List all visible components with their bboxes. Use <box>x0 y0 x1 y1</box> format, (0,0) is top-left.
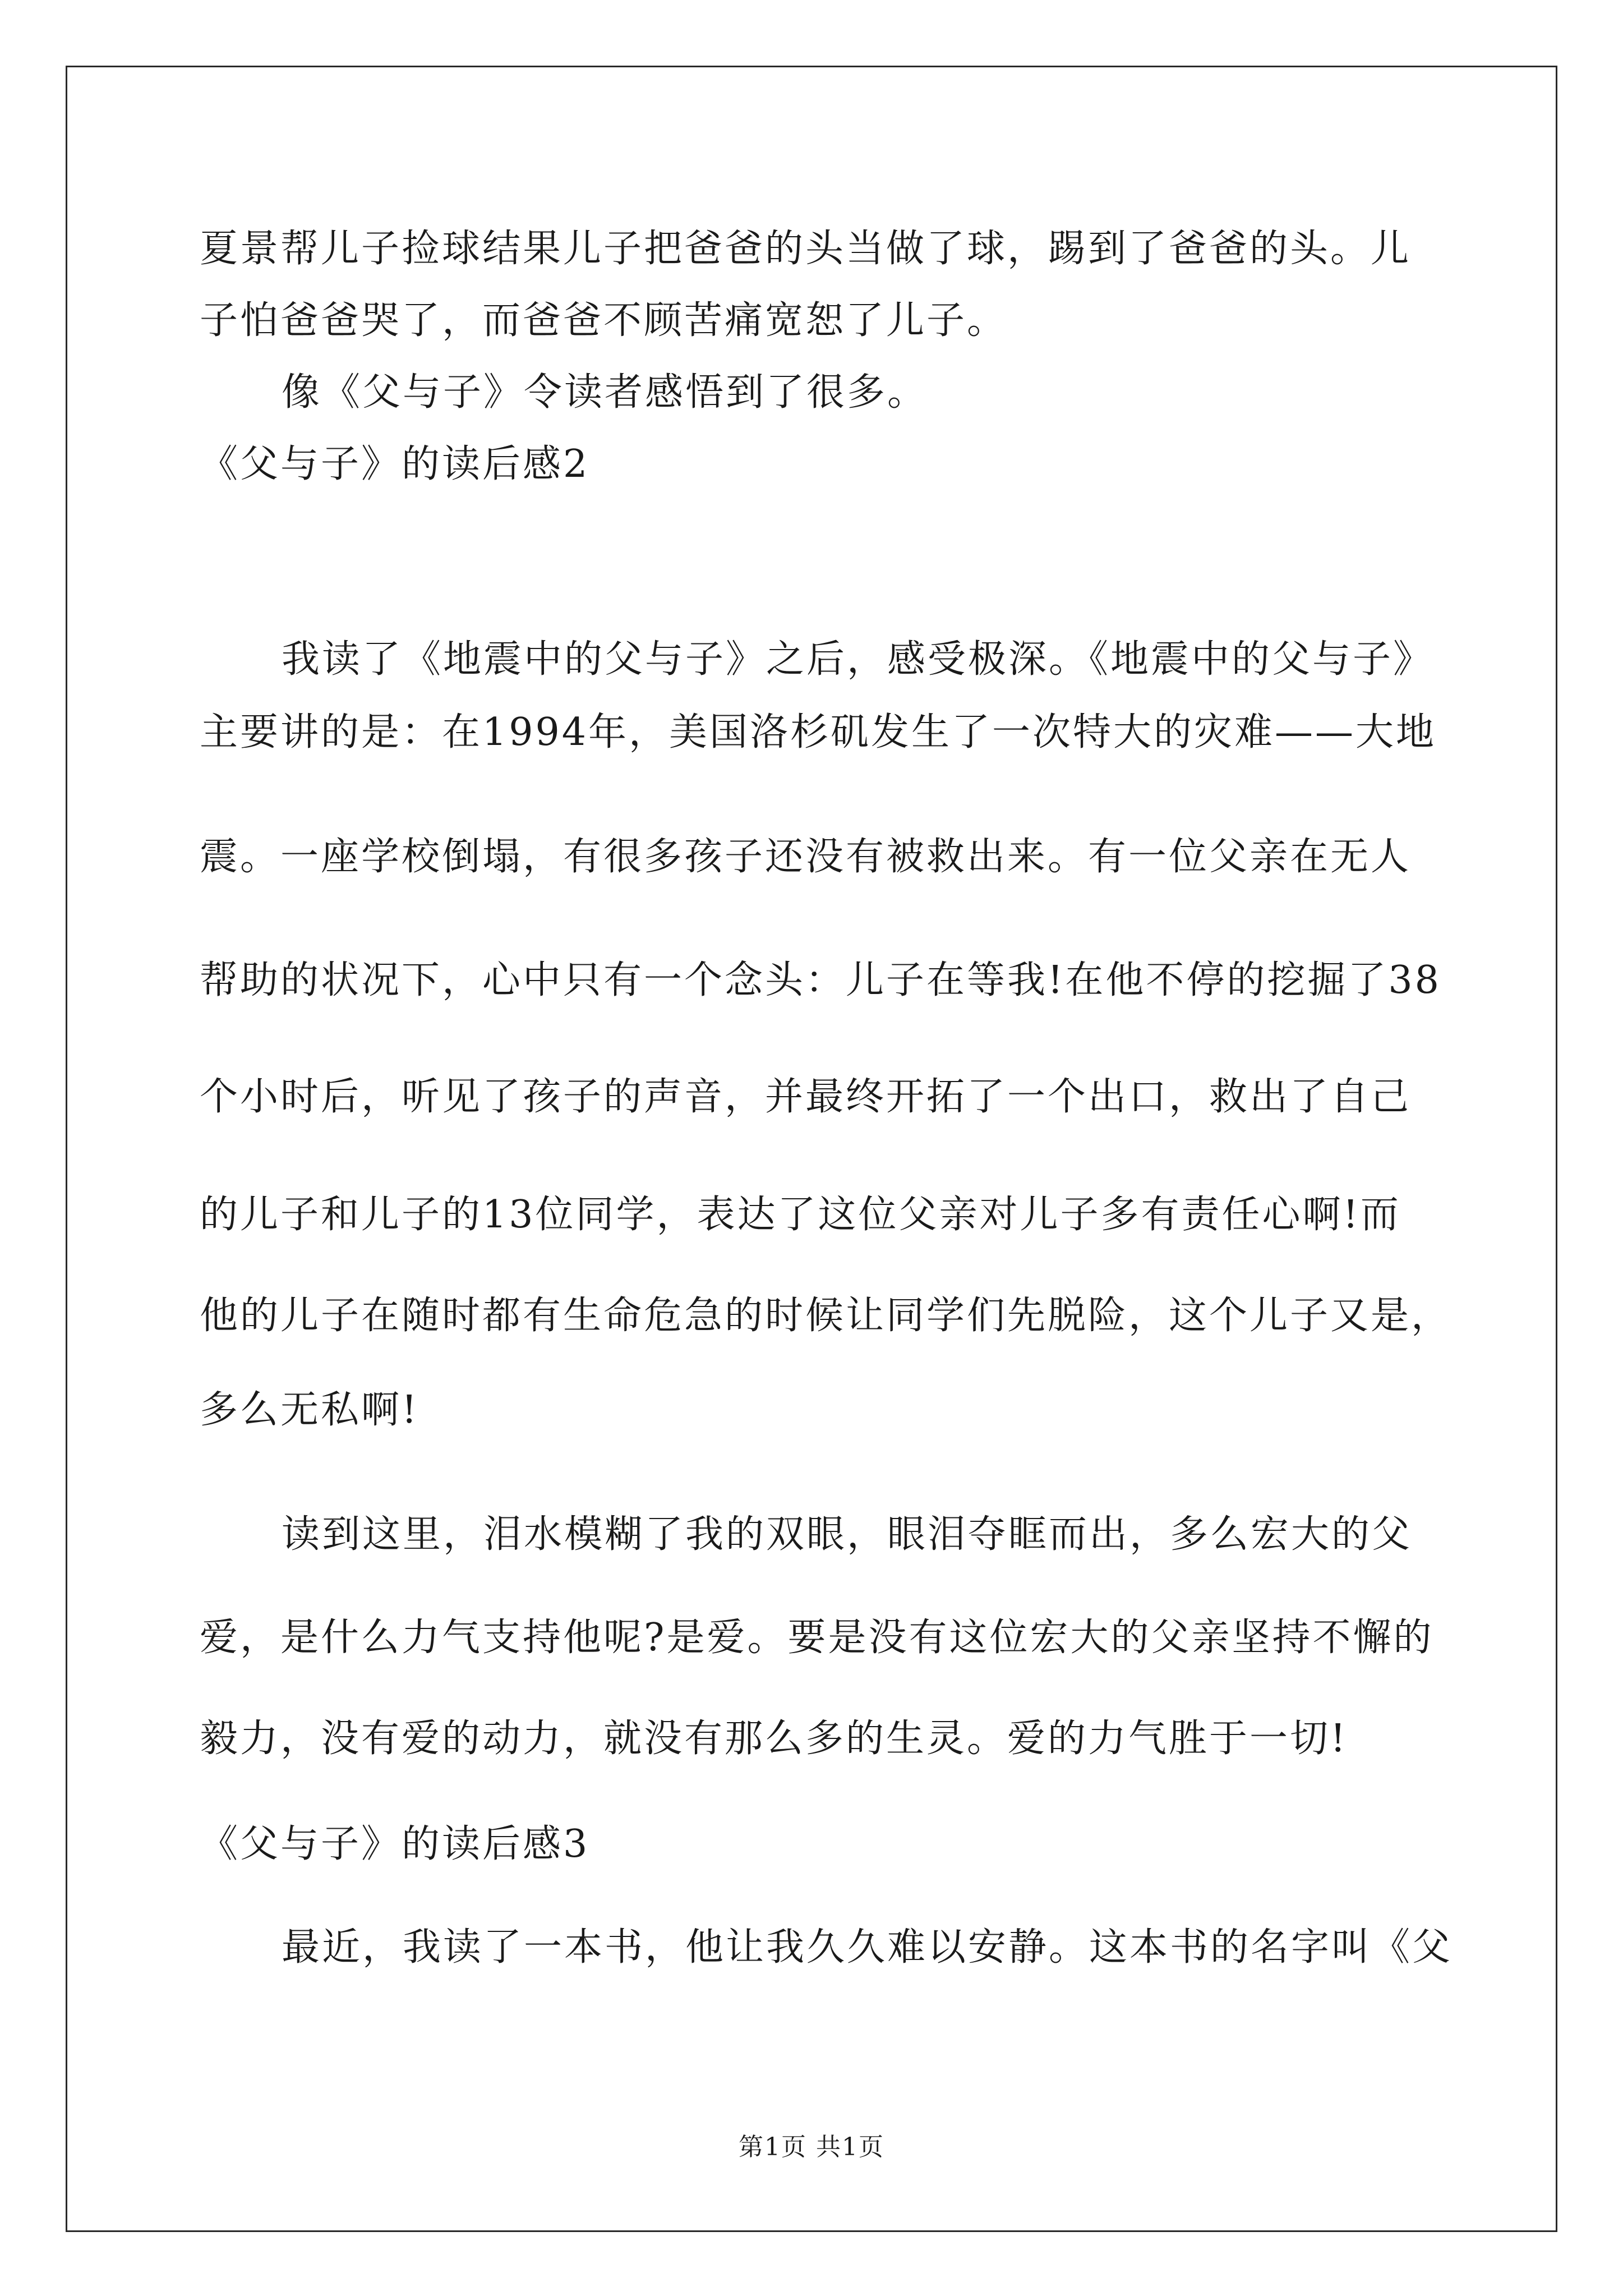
text-line: 震。一座学校倒塌，有很多孩子还没有被救出来。有一位父亲在无人 <box>200 835 1412 879</box>
text-line: 毅力，没有爱的动力，就没有那么多的生灵。爱的力气胜于一切! <box>200 1717 1348 1761</box>
text-line: 最近，我读了一本书，他让我久久难以安静。这本书的名字叫《父 <box>282 1925 1453 1970</box>
text-line: 子怕爸爸哭了，而爸爸不顾苦痛宽恕了儿子。 <box>200 298 1008 343</box>
text-line: 多么无私啊! <box>200 1388 419 1432</box>
text-line: 像《父与子》令读者感悟到了很多。 <box>282 370 928 415</box>
text-line: 我读了《地震中的父与子》之后，感受极深。《地震中的父与子》 <box>282 637 1434 682</box>
page-footer: 第1页 共1页 <box>739 2133 884 2161</box>
text-line: 帮助的状况下，心中只有一个念头：儿子在等我!在他不停的挖掘了38 <box>200 958 1441 1002</box>
text-line: 的儿子和儿子的13位同学，表达了这位父亲对儿子多有责任心啊!而 <box>200 1193 1401 1237</box>
text-line: 个小时后，听见了孩子的声音，并最终开拓了一个出口，救出了自己 <box>200 1075 1412 1119</box>
text-line: 他的儿子在随时都有生命危急的时候让同学们先脱险，这个儿子又是， <box>200 1294 1452 1338</box>
text-line: 夏景帮儿子捡球结果儿子把爸爸的头当做了球，踢到了爸爸的头。儿 <box>200 227 1412 271</box>
text-line: 读到这里，泪水模糊了我的双眼，眼泪夺眶而出，多么宏大的父 <box>282 1512 1413 1557</box>
text-line: 爱，是什么力气支持他呢?是爱。要是没有这位宏大的父亲坚持不懈的 <box>200 1616 1434 1660</box>
text-line: 主要讲的是：在1994年，美国洛杉矶发生了一次特大的灾难——大地 <box>200 710 1437 754</box>
section-heading: 《父与子》的读后感3 <box>200 1822 590 1866</box>
section-heading: 《父与子》的读后感2 <box>200 442 590 486</box>
